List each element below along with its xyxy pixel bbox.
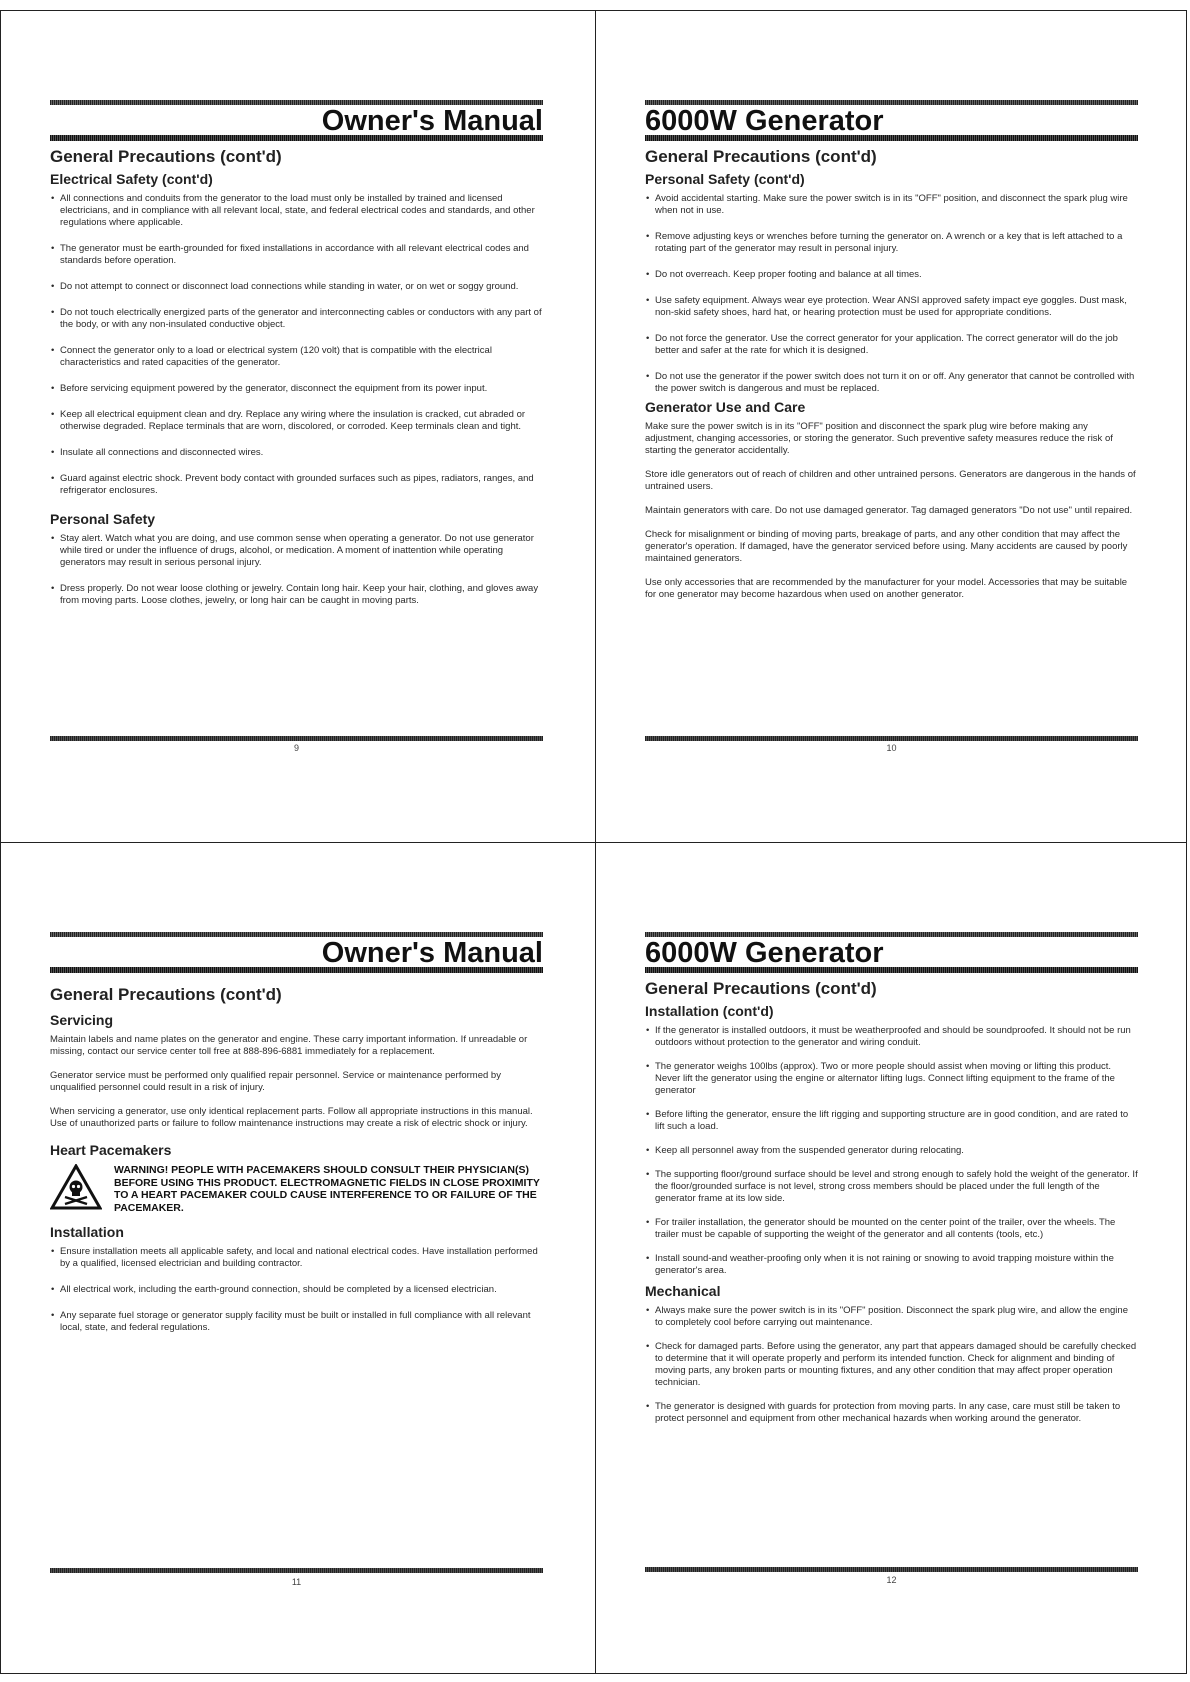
- list-item: • The supporting floor/ground surface should be level and strong enough to safely hold the weight of the generator. If the floor/grounded surface is not level, strong cross members should be placed under the full length of the generator frame at its low side.: [645, 1169, 1138, 1205]
- footer-rule: [50, 1568, 543, 1573]
- list-item: • Remove adjusting keys or wrenches before turning the generator on. A wrench or a key that is left attached to a rotating part of the generator may result in personal injury.: [645, 231, 1138, 255]
- warning-text: WARNING! PEOPLE WITH PACEMAKERS SHOULD CONSULT THEIR PHYSICIAN(S) BEFORE USING THIS PRODUCT. ELECTROMAGNETIC FIELDS IN CLOSE PROXIMITY TO A HEART PACEMAKER COULD CAUSE INTERFERENCE TO OR FAILURE OF THE PACEMAKER.: [114, 1164, 540, 1214]
- personal-safety-list: [645, 193, 1138, 395]
- list-item: • Do not overreach. Keep proper footing and balance at all times.: [645, 269, 1138, 281]
- paragraph: Check for misalignment or binding of moving parts, breakage of parts, and any other condition that may affect the generator's operation. If damaged, have the generator serviced before using. Many accidents are caused by poorly maintained generators.: [645, 529, 1128, 564]
- list-item: • Avoid accidental starting. Make sure the power switch is in its "OFF" position, and disconnect the spark plug wire when not in use.: [645, 193, 1138, 217]
- footer-rule: [50, 736, 543, 741]
- list-item: • Stay alert. Watch what you are doing, and use common sense when operating a generator. Do not use generator while tired or under the influence of drugs, alcohol, or medication. A moment of inattention while operating generators may result in serious personal injury.: [50, 533, 543, 569]
- subheading-personal-safety: Personal Safety (cont'd): [645, 171, 805, 187]
- subheading-heart-pacemakers: Heart Pacemakers: [50, 1142, 172, 1158]
- pacemaker-warning: [50, 1164, 543, 1214]
- subheading-generator-use-and-care: Generator Use and Care: [645, 399, 806, 415]
- page-number: 11: [291, 1577, 302, 1587]
- section-heading: General Precautions (cont'd): [645, 979, 877, 998]
- page-title: 6000W Generator: [645, 105, 884, 137]
- list-item: • Guard against electric shock. Prevent body contact with grounded surfaces such as pipes, radiators, ranges, and refrigerator enclosures.: [50, 473, 543, 497]
- electrical-safety-list: [50, 193, 543, 497]
- paragraph: Generator service must be performed only qualified repair personnel. Service or maintenance performed by unqualified personnel could result in a risk of injury.: [50, 1070, 501, 1093]
- list-item: • Dress properly. Do not wear loose clothing or jewelry. Contain long hair. Keep your hair, clothing, and gloves away from moving parts. Loose clothes, jewelry, or long hair can be caught in moving parts.: [50, 583, 543, 607]
- paragraph: When servicing a generator, use only identical replacement parts. Follow all appropriate instructions in this manual. Use of unauthorized parts or failure to follow maintenance instructions may create a risk of electric shock or injury.: [50, 1106, 533, 1129]
- subheading-mechanical: Mechanical: [645, 1283, 721, 1299]
- list-item: • All connections and conduits from the generator to the load must only be installed by trained and licensed electricians, and in compliance with all relevant local, state, and federal electrical codes and standards, and other regulations where applicable.: [50, 193, 543, 229]
- paragraph: Maintain generators with care. Do not use damaged generator. Tag damaged generators "Do not use" until repaired.: [645, 505, 1133, 516]
- list-item: • The generator is designed with guards for protection from moving parts. In any case, care must still be taken to protect personnel and equipment from other mechanical hazards when working around the generator.: [645, 1401, 1138, 1425]
- subheading-electrical-safety: Electrical Safety (cont'd): [50, 171, 213, 187]
- section-heading: General Precautions (cont'd): [645, 147, 877, 166]
- page-number: 12: [886, 1575, 897, 1585]
- footer-rule: [645, 1567, 1138, 1572]
- list-item: • The generator weighs 100lbs (approx). Two or more people should assist when moving or lifting this product. Never lift the generator using the engine or alternator lifting lugs. Connect lifting equipment to the frame of the generator: [645, 1061, 1138, 1097]
- list-item: • Ensure installation meets all applicable safety, and local and national electrical codes. Have installation performed by a qualified, licensed electrician and building contractor.: [50, 1246, 543, 1270]
- section-heading: General Precautions (cont'd): [50, 147, 282, 166]
- subheading-servicing: Servicing: [50, 1012, 114, 1028]
- list-item: • Before servicing equipment powered by the generator, disconnect the equipment from its power input.: [50, 383, 543, 395]
- page-number: 9: [293, 743, 299, 753]
- footer-rule: [645, 736, 1138, 741]
- skull-warning-icon: [50, 1164, 102, 1210]
- list-item: • Do not use the generator if the power switch does not turn it on or off. Any generator that cannot be controlled with the power switch is dangerous and must be replaced.: [645, 371, 1138, 395]
- list-item: • Connect the generator only to a load or electrical system (120 volt) that is compatible with the electrical characteristics and rated capacities of the generator.: [50, 345, 543, 369]
- mechanical-list: [645, 1305, 1138, 1425]
- page-number: 10: [886, 743, 897, 753]
- list-item: • For trailer installation, the generator should be mounted on the center point of the trailer, over the wheels. The trailer must be capable of supporting the weight of the generator and all contents (tools, etc.): [645, 1217, 1138, 1241]
- installation-list: [645, 1025, 1138, 1277]
- list-item: • All electrical work, including the earth-ground connection, should be completed by a licensed electrician.: [50, 1284, 543, 1296]
- list-item: • Do not touch electrically energized parts of the generator and interconnecting cables or conductors with any part of the body, or with any non-insulated conductive object.: [50, 307, 543, 331]
- personal-safety-list: [50, 533, 543, 607]
- section-heading: General Precautions (cont'd): [50, 985, 282, 1004]
- subheading-installation: Installation (cont'd): [645, 1003, 774, 1019]
- paragraph: Use only accessories that are recommended by the manufacturer for your model. Accessories that may be suitable for one generator may become hazardous when used on another generator.: [645, 577, 1128, 600]
- list-item: • Install sound-and weather-proofing only when it is not raining or snowing to avoid trapping moisture within the generator's area.: [645, 1253, 1138, 1277]
- subheading-installation: Installation: [50, 1224, 124, 1240]
- list-item: • The generator must be earth-grounded for fixed installations in accordance with all relevant electrical codes and standards before operation.: [50, 243, 543, 267]
- page-divider-horizontal: [0, 842, 1187, 843]
- page-title: Owner's Manual: [321, 937, 543, 969]
- subheading-personal-safety: Personal Safety: [50, 511, 156, 527]
- list-item: • If the generator is installed outdoors, it must be weatherproofed and should be soundproofed. It should not be run outdoors without protection to the generator and wiring conduit.: [645, 1025, 1138, 1049]
- paragraph: Make sure the power switch is in its "OFF" position and disconnect the spark plug wire before making any adjustment, changing accessories, or storing the generator. Such preventive safety measures reduce the risk of starting the generator accidentally.: [645, 421, 1113, 456]
- list-item: • Do not attempt to connect or disconnect load connections while standing in water, or on wet or soggy ground.: [50, 281, 543, 293]
- paragraph: Maintain labels and name plates on the generator and engine. These carry important information. If unreadable or missing, contact our service center toll free at 888-896-6881 immediately for a replacement.: [50, 1034, 528, 1057]
- list-item: • Use safety equipment. Always wear eye protection. Wear ANSI approved safety impact eye goggles. Dust mask, non-skid safety shoes, hard hat, or hearing protection must be used for appropriate conditions.: [645, 295, 1138, 319]
- list-item: • Do not force the generator. Use the correct generator for your application. The correct generator will do the job better and safer at the rate for which it is designed.: [645, 333, 1138, 357]
- page-title: Owner's Manual: [321, 105, 543, 137]
- list-item: • Always make sure the power switch is in its "OFF" position. Disconnect the spark plug wire, and allow the engine to completely cool before carrying out maintenance.: [645, 1305, 1138, 1329]
- list-item: • Any separate fuel storage or generator supply facility must be built or installed in full compliance with all relevant local, state, and federal regulations.: [50, 1310, 543, 1334]
- paragraph: Store idle generators out of reach of children and other untrained persons. Generators are dangerous in the hands of untrained users.: [645, 469, 1136, 492]
- list-item: • Keep all personnel away from the suspended generator during relocating.: [645, 1145, 1138, 1157]
- page-title: 6000W Generator: [645, 937, 884, 969]
- installation-list: [50, 1246, 543, 1334]
- list-item: • Check for damaged parts. Before using the generator, any part that appears damaged should be carefully checked to determine that it will operate properly and perform its intended function. Check for alignment and binding of moving parts, any broken parts or mounting fixtures, and any other condition that may affect proper operation technician.: [645, 1341, 1138, 1389]
- list-item: • Insulate all connections and disconnected wires.: [50, 447, 543, 459]
- list-item: • Keep all electrical equipment clean and dry. Replace any wiring where the insulation is cracked, cut abraded or otherwise degraded. Replace terminals that are worn, discolored, or corroded. Keep terminals clean and tight.: [50, 409, 543, 433]
- list-item: • Before lifting the generator, ensure the lift rigging and supporting structure are in good condition, and are rated to lift such a load.: [645, 1109, 1138, 1133]
